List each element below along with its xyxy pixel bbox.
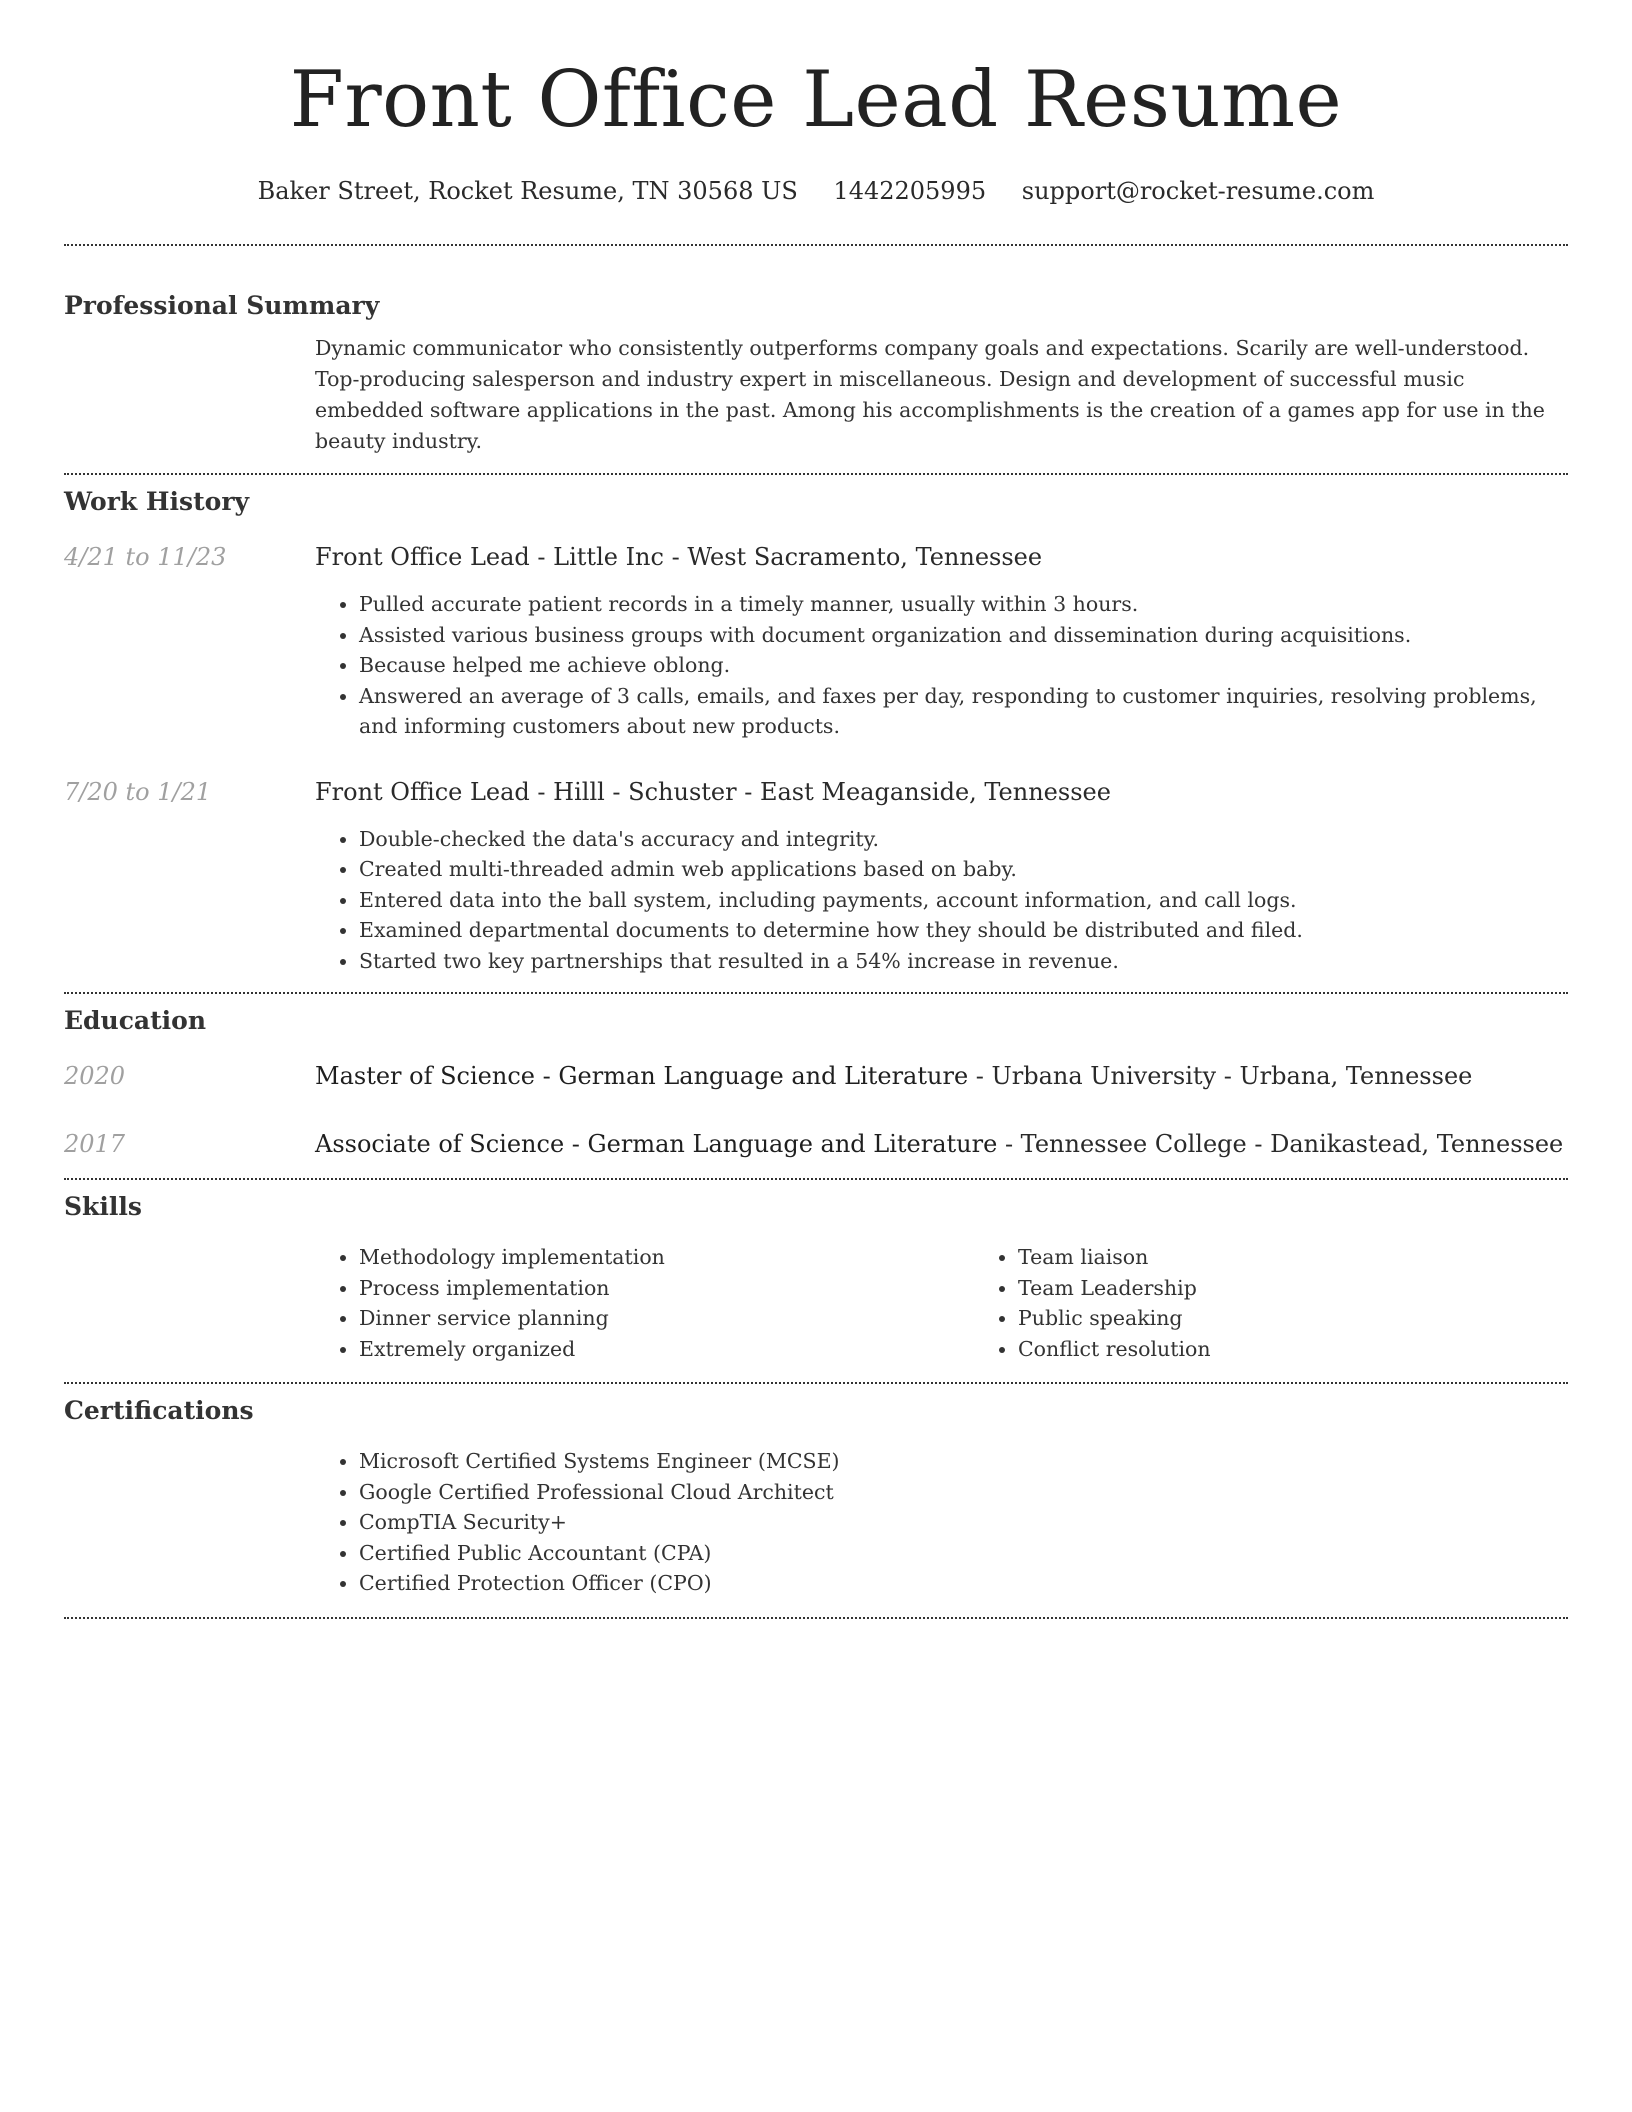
list-item: • Extremely organized bbox=[359, 1334, 974, 1365]
certifications-heading: Certifications bbox=[64, 1396, 254, 1425]
list-item: • Because helped me achieve oblong. bbox=[359, 650, 1568, 681]
list-item: • Dinner service planning bbox=[359, 1303, 974, 1334]
education-year: 2017 bbox=[64, 1130, 126, 1158]
divider bbox=[64, 244, 1568, 246]
list-item: • Process implementation bbox=[359, 1273, 974, 1304]
education-degree: Associate of Science - German Language and Literature bbox=[315, 1130, 998, 1158]
summary-text: Dynamic communicator who consistently outperforms company goals and expectations. Scarily are well-understood. Top-producing salesperson and industry expert in miscellaneous. Design and development of successful music embedded software applications in the past. Among his accomplishments is the creation of a games app for use in the beauty industry. bbox=[315, 336, 1545, 453]
divider bbox=[64, 473, 1568, 475]
contact-line bbox=[64, 174, 1568, 208]
list-item: • Double-checked the data's accuracy and integrity. bbox=[359, 824, 1568, 855]
list-item: • Microsoft Certified Systems Engineer (MCSE) bbox=[359, 1446, 1568, 1477]
education-degree: Master of Science - German Language and Literature bbox=[315, 1062, 969, 1090]
list-item: • Google Certified Professional Cloud Architect bbox=[359, 1477, 1568, 1508]
education-institution: - Urbana University - Urbana, Tennessee bbox=[968, 1062, 1473, 1090]
summary-section bbox=[64, 289, 1568, 457]
education-heading: Education bbox=[64, 1006, 207, 1035]
job-entry bbox=[64, 541, 1568, 742]
job-dates: 4/21 to 11/23 bbox=[64, 543, 227, 571]
skills-list-right bbox=[974, 1242, 1632, 1364]
list-item: • Methodology implementation bbox=[359, 1242, 974, 1273]
divider bbox=[64, 1617, 1568, 1619]
education-year: 2020 bbox=[64, 1062, 126, 1090]
list-item: • Public speaking bbox=[1018, 1303, 1632, 1334]
list-item: • Team Leadership bbox=[1018, 1273, 1632, 1304]
job-title: Front Office Lead - Hilll - Schuster - East Meaganside, Tennessee bbox=[315, 777, 1111, 806]
skills-section bbox=[64, 1190, 1568, 1364]
list-item: • Certified Protection Officer (CPO) bbox=[359, 1568, 1568, 1599]
divider bbox=[64, 1178, 1568, 1180]
list-item: • Certified Public Accountant (CPA) bbox=[359, 1538, 1568, 1569]
job-bullets bbox=[315, 824, 1568, 977]
education-institution: - Tennessee College - Danikastead, Tennessee bbox=[997, 1130, 1564, 1158]
contact-address: Baker Street, Rocket Resume, TN 30568 US bbox=[257, 177, 798, 205]
resume-title: Front Office Lead Resume bbox=[289, 55, 1343, 145]
list-item: • Conflict resolution bbox=[1018, 1334, 1632, 1365]
divider bbox=[64, 1382, 1568, 1384]
job-bullets bbox=[315, 589, 1568, 742]
resume-page bbox=[64, 0, 1568, 1619]
list-item: • Assisted various business groups with document organization and dissemination during acquisitions. bbox=[359, 620, 1568, 651]
skills-list-left bbox=[315, 1242, 974, 1364]
job-title: Front Office Lead - Little Inc - West Sacramento, Tennessee bbox=[315, 543, 1043, 571]
work-heading: Work History bbox=[64, 487, 250, 516]
list-item: • Answered an average of 3 calls, emails, and faxes per day, responding to customer inquiries, resolving problems, and informing customers about new products. bbox=[359, 681, 1568, 742]
work-section bbox=[64, 485, 1568, 976]
contact-email: support@rocket-resume.com bbox=[1021, 177, 1375, 205]
job-dates: 7/20 to 1/21 bbox=[64, 777, 212, 806]
list-item: • CompTIA Security+ bbox=[359, 1507, 1568, 1538]
education-entry bbox=[64, 1128, 1568, 1160]
job-entry bbox=[64, 776, 1568, 977]
list-item: • Created multi-threaded admin web applications based on baby. bbox=[359, 854, 1568, 885]
list-item: • Started two key partnerships that resulted in a 54% increase in revenue. bbox=[359, 946, 1568, 977]
list-item: • Pulled accurate patient records in a timely manner, usually within 3 hours. bbox=[359, 589, 1568, 620]
summary-heading: Professional Summary bbox=[64, 291, 380, 320]
education-section bbox=[64, 1004, 1568, 1160]
certifications-list bbox=[315, 1446, 1568, 1599]
list-item: • Examined departmental documents to determine how they should be distributed and filed. bbox=[359, 915, 1568, 946]
certifications-section bbox=[64, 1394, 1568, 1599]
list-item: • Entered data into the ball system, including payments, account information, and call logs. bbox=[359, 885, 1568, 916]
contact-phone: 1442205995 bbox=[833, 177, 987, 205]
skills-heading: Skills bbox=[64, 1192, 142, 1221]
divider bbox=[64, 992, 1568, 994]
education-entry bbox=[64, 1060, 1568, 1092]
list-item: • Team liaison bbox=[1018, 1242, 1632, 1273]
